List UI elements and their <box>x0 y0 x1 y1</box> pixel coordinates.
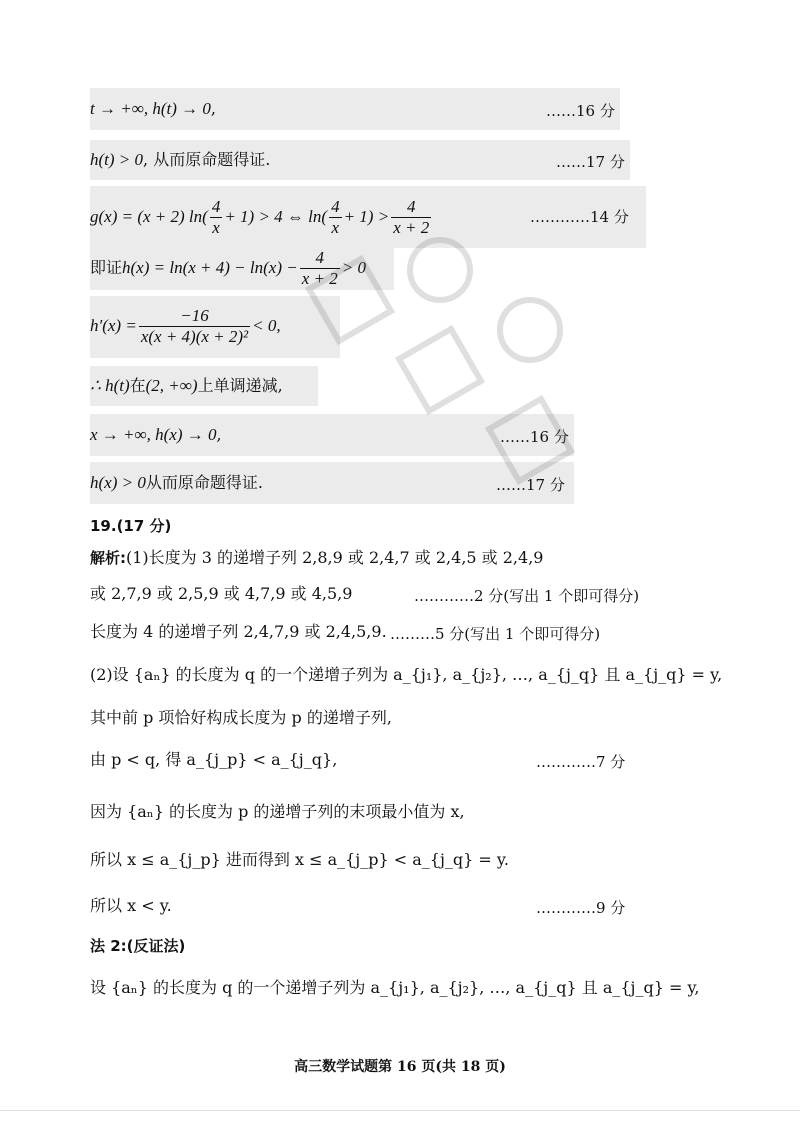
solution-line-14 <box>90 706 392 730</box>
divider <box>0 1110 800 1111</box>
score-marker: …………2 分(写出 1 个即可得分) <box>414 587 640 605</box>
page-footer: 高三数学试题第 16 页(共 18 页) <box>294 1059 506 1075</box>
text-content: 在 <box>129 376 146 395</box>
score-marker: ……16 分 <box>546 102 615 120</box>
text-content: 其中前 p 项恰好构成长度为 p 的递增子列, <box>90 708 392 727</box>
question-heading: 19.(17 分) <box>90 517 172 535</box>
score-marker: ……16 分 <box>500 428 569 446</box>
math-expression: + 1) > <box>343 207 390 226</box>
text-content: 设 {aₙ} 的长度为 q 的一个递增子列为 a_{j₁}, a_{j₂}, …, a_{j_q} 且 a_{j_q} = y, <box>90 978 700 997</box>
solution-line-10 <box>90 546 543 570</box>
score-marker: …………9 分 <box>536 899 626 917</box>
text-content: 长度为 4 的递增子列 2,4,7,9 或 2,4,5,9. <box>90 622 387 641</box>
text-content: 从而原命题得证. <box>145 473 263 492</box>
math-expression: t → +∞, h(t) → 0 <box>90 99 211 118</box>
text-content: (2)设 {aₙ} 的长度为 q 的一个递增子列为 a_{j₁}, a_{j₂}, …, a_{j_q} 且 a_{j_q} = y, <box>90 665 723 684</box>
fraction: $\frac{4}{x + 2}$ <box>301 248 338 288</box>
score-marker: ……17 分 <box>496 476 565 494</box>
text-content: 上单调递减, <box>197 376 283 395</box>
text-content: 即证 <box>90 258 123 277</box>
math-expression: x → +∞, h(x) → 0 <box>90 425 217 444</box>
math-expression: h(x) > 0 <box>90 473 146 492</box>
text-content: , 从而原命题得证. <box>143 150 271 169</box>
solution-line-18 <box>90 894 172 918</box>
math-expression: > 0 <box>341 258 366 277</box>
score-marker: …………7 分 <box>536 753 626 771</box>
solution-line-1 <box>90 97 216 121</box>
analysis-label: 解析: <box>90 549 126 567</box>
solution-line-20 <box>90 976 700 1000</box>
punctuation: , <box>210 99 216 118</box>
text-content: 所以 x ≤ a_{j_p} 进而得到 x ≤ a_{j_p} < a_{j_q} = y. <box>90 850 509 869</box>
math-expression: h(t) > 0 <box>90 150 144 169</box>
solution-line-5 <box>90 304 281 348</box>
solution-line-17 <box>90 848 509 872</box>
punctuation: , <box>216 425 222 444</box>
math-expression: h′(x) = <box>90 316 137 335</box>
fraction: $\frac{4}{x}$ <box>211 197 221 237</box>
solution-line-8 <box>90 471 263 495</box>
solution-line-4 <box>90 246 366 290</box>
solution-line-2 <box>90 148 270 172</box>
score-marker: …………14 分 <box>530 208 629 226</box>
solution-line-6 <box>90 374 283 398</box>
fraction: $\frac{-16}{\text{x(x + 4)(x + 2)²}}$ <box>140 306 249 346</box>
score-marker: ………5 分(写出 1 个即可得分) <box>390 625 601 643</box>
score-marker: ……17 分 <box>556 153 625 171</box>
math-expression: ∴ h(t) <box>90 376 130 395</box>
fraction: $\frac{4}{x + 2}$ <box>393 197 430 237</box>
solution-line-13 <box>90 663 722 687</box>
math-expression: g(x) = (x + 2) ln( <box>90 207 208 226</box>
solution-line-7 <box>90 423 222 447</box>
method-heading: 法 2:(反证法) <box>90 937 186 955</box>
text-content: 所以 x < y. <box>90 896 172 915</box>
text-content: 或 2,7,9 或 2,5,9 或 4,7,9 或 4,5,9 <box>90 584 353 603</box>
solution-line-16 <box>90 800 465 824</box>
solution-line-15 <box>90 748 337 772</box>
text-content: 由 p < q, 得 a_{j_p} < a_{j_q}, <box>90 750 338 769</box>
math-expression: h(x) = ln(x + 4) − ln(x) − <box>122 258 298 277</box>
fraction: $\frac{4}{x}$ <box>331 197 340 237</box>
text-content: 因为 {aₙ} 的长度为 p 的递增子列的末项最小值为 x, <box>90 802 465 821</box>
solution-line-12 <box>90 620 387 644</box>
solution-line-11 <box>90 582 352 606</box>
math-expression: (2, +∞) <box>145 376 198 395</box>
math-expression: < 0, <box>252 316 281 335</box>
solution-line-3 <box>90 193 433 241</box>
text-content: (1)长度为 3 的递增子列 2,8,9 或 2,4,7 或 2,4,5 或 2,4,9 <box>126 548 544 567</box>
math-expression: + 1) > 4 ⇔ ln( <box>224 207 328 226</box>
